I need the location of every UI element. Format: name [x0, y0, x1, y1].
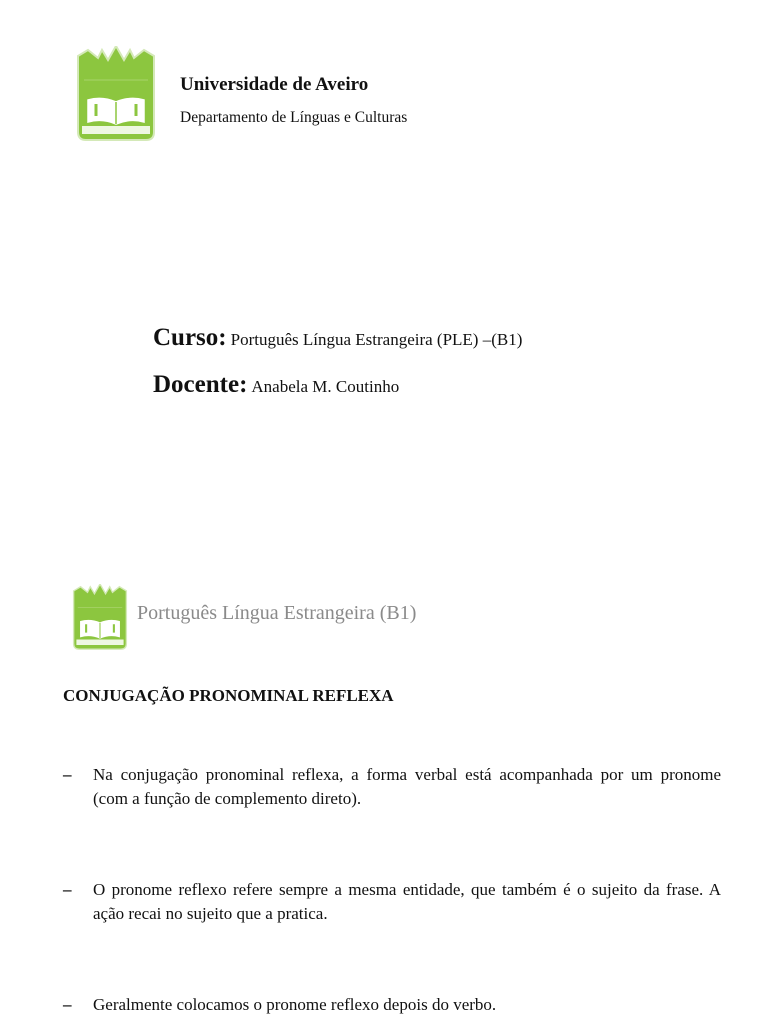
- course-line: [153, 324, 522, 352]
- bullet-text: O pronome reflexo refere sempre a mesma entidade, que também é o sujeito da frase. A ação recai no sujeito que a pratica.: [93, 880, 721, 923]
- bullet-dash: –: [63, 995, 72, 1014]
- bullet-item: [63, 763, 721, 811]
- section-title: CONJUGAÇÃO PRONOMINAL REFLEXA: [63, 686, 394, 705]
- castle-book-logo-icon: [69, 584, 131, 652]
- university-logo: [72, 46, 160, 144]
- course-label: Curso:: [153, 324, 227, 351]
- bullet-dash: –: [63, 880, 72, 899]
- course-value: Português Língua Estrangeira (PLE) –(B1): [230, 330, 523, 349]
- bullet-item: [63, 993, 721, 1017]
- bullet-dash: –: [63, 765, 72, 784]
- teacher-line: [153, 371, 399, 399]
- department-name: Departamento de Línguas e Culturas: [180, 109, 408, 126]
- university-name: Universidade de Aveiro: [180, 74, 369, 95]
- bullet-text: Geralmente colocamos o pronome reflexo depois do verbo.: [93, 995, 497, 1014]
- castle-book-logo-icon: [72, 46, 160, 144]
- bullet-item: [63, 878, 721, 926]
- teacher-value: Anabela M. Coutinho: [251, 377, 400, 396]
- page-header-logo: [69, 584, 131, 652]
- bullet-text: Na conjugação pronominal reflexa, a forma verbal está acompanhada por um pronome (com a função de complemento direto).: [93, 765, 721, 808]
- page-header-title: Português Língua Estrangeira (B1): [137, 602, 417, 624]
- teacher-label: Docente:: [153, 371, 248, 398]
